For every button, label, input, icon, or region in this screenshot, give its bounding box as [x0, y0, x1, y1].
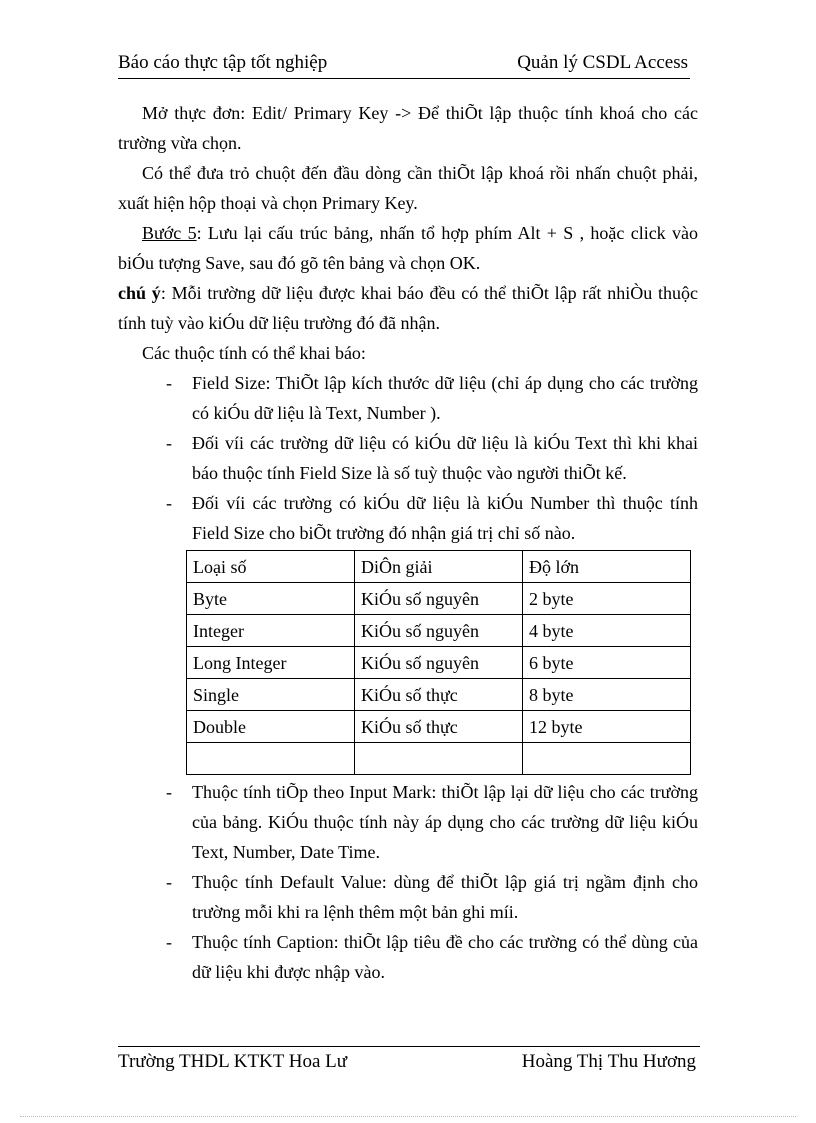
table-cell: Single: [187, 679, 355, 711]
table-cell: 6 byte: [523, 647, 691, 679]
note-text: : Mỗi trường dữ liệu được khai báo đều có thể thiÕt lập rất nhiÒu thuộc tính tuỳ vào kiÓu dữ liệu trường đó đã nhận.: [118, 283, 698, 333]
table-cell: Byte: [187, 583, 355, 615]
list-item: [118, 428, 698, 488]
paragraph-primary-key-menu: Mở thực đơn: Edit/ Primary Key -> Để thiÕt lập thuộc tính khoá cho các trường vừa chọn.: [118, 103, 698, 153]
list-item: [118, 867, 698, 927]
list-item: [118, 368, 698, 428]
table-cell: [355, 743, 523, 775]
list-item-text: Thuộc tính tiÕp theo Input Mark: thiÕt lập lại dữ liệu cho các trường của bảng. KiÓu thuộc tính này áp dụng cho các trường dữ liệu kiÓu Text, Number, Date Time.: [192, 782, 698, 862]
table-row: [187, 583, 691, 615]
table-cell: Double: [187, 711, 355, 743]
table-row-empty: [187, 743, 691, 775]
paragraph-primary-key-context: Có thể đưa trỏ chuột đến đầu dòng cần thiÕt lập khoá rồi nhấn chuột phải, xuất hiện hộp thoại và chọn Primary Key.: [118, 163, 698, 213]
list-item-text: Field Size: ThiÕt lập kích thước dữ liệu (chỉ áp dụng cho các trường có kiÓu dữ liệu là Text, Number ).: [192, 373, 698, 423]
list-item: [118, 777, 698, 867]
table-cell: KiÓu số nguyên: [355, 647, 523, 679]
paragraph-step-5: [118, 218, 698, 278]
header-right-title: Quản lý CSDL Access: [517, 52, 688, 73]
list-item-text: Thuộc tính Caption: thiÕt lập tiêu đề cho các trường có thể dùng của dữ liệu khi được nhập vào.: [192, 932, 698, 982]
table-cell: 12 byte: [523, 711, 691, 743]
table-cell: KiÓu số thực: [355, 711, 523, 743]
page-header: [118, 50, 690, 79]
table-cell: [523, 743, 691, 775]
table-cell: 8 byte: [523, 679, 691, 711]
document-body: [118, 98, 698, 987]
field-size-table: [186, 550, 691, 775]
list-item: [118, 488, 698, 548]
table-row: [187, 615, 691, 647]
table-cell: Integer: [187, 615, 355, 647]
step-5-text: : Lưu lại cấu trúc bảng, nhấn tổ hợp phím Alt + S , hoặc click vào biÓu tượng Save, sau đó gõ tên bảng và chọn OK.: [118, 223, 698, 273]
paragraph-note: [118, 278, 698, 338]
table-header-cell: Loại số: [187, 551, 355, 583]
step-5-label: Bước 5: [142, 223, 197, 243]
table-header-cell: DiÔn giải: [355, 551, 523, 583]
table-cell: Long Integer: [187, 647, 355, 679]
table-cell: 2 byte: [523, 583, 691, 615]
list-item: [118, 927, 698, 987]
bullet-marker: -: [166, 493, 172, 513]
bullet-marker: -: [166, 373, 172, 393]
table-header-cell: Độ lớn: [523, 551, 691, 583]
bullet-list-bottom: [118, 777, 698, 987]
list-item-text: Đối víi các trường dữ liệu có kiÓu dữ liệu là kiÓu Text thì khi khai báo thuộc tính Field Size là số tuỳ thuộc vào người thiÕt kế.: [192, 433, 698, 483]
bullet-list-top: [118, 368, 698, 548]
footer-right-text: Hoàng Thị Thu Hương: [521, 1051, 696, 1072]
bullet-marker: -: [166, 932, 172, 952]
list-item-text: Thuộc tính Default Value: dùng để thiÕt lập giá trị ngầm định cho trường mỗi khi ra lệnh thêm một bản ghi míi.: [192, 872, 698, 922]
table-row: [187, 711, 691, 743]
list-item-text: Đối víi các trường có kiÓu dữ liệu là kiÓu Number thì thuộc tính Field Size cho biÕt trường đó nhận giá trị chỉ số nào.: [192, 493, 698, 543]
table-cell: KiÓu số nguyên: [355, 583, 523, 615]
table-header-row: [187, 551, 691, 583]
table-cell: 4 byte: [523, 615, 691, 647]
footer-left-text: Trường THDL KTKT Hoa Lư: [118, 1051, 348, 1072]
bullet-marker: -: [166, 782, 172, 802]
header-left-title: Báo cáo thực tập tốt nghiệp: [118, 52, 328, 73]
paragraph-properties-intro: Các thuộc tính có thể khai báo:: [142, 343, 366, 363]
table-row: [187, 679, 691, 711]
table-cell: KiÓu số thực: [355, 679, 523, 711]
bullet-marker: -: [166, 872, 172, 892]
bullet-marker: -: [166, 433, 172, 453]
table-row: [187, 647, 691, 679]
note-label: chú ý: [118, 283, 161, 303]
table-cell: KiÓu số nguyên: [355, 615, 523, 647]
page-footer: [118, 1046, 700, 1077]
table-cell: [187, 743, 355, 775]
page-bottom-edge: [20, 1116, 796, 1117]
